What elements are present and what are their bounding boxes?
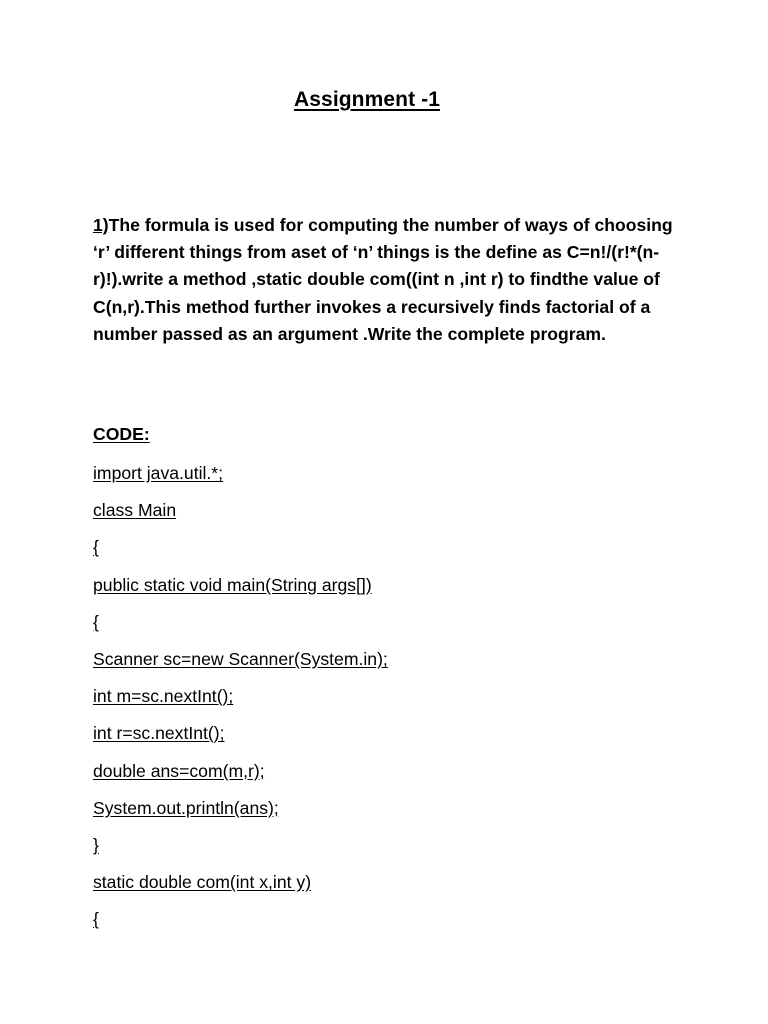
code-block (93, 459, 388, 942)
document-title: Assignment -1 (294, 88, 440, 111)
code-line: int m=sc.nextInt(); (93, 686, 234, 707)
code-line: { (93, 909, 99, 930)
code-line: class Main (93, 500, 177, 521)
question-text: The formula is used for computing the number of ways of choosing ‘r’ different things from aset of ‘n’ things is the define as C=n!/(r!*(n-r)!).write a method ,static double com((int n ,int r) to findthe value of C(n,r).This method further invokes a recursively finds factorial of a number passed as an argument .Write the complete program. (93, 215, 673, 344)
code-line: } (93, 834, 99, 855)
code-line: System.out.println(ans); (93, 797, 279, 818)
code-line: { (93, 537, 99, 558)
code-line: Scanner sc=new Scanner(System.in); (93, 648, 388, 669)
code-line: int r=sc.nextInt(); (93, 723, 225, 744)
code-line: static double com(int x,int y) (93, 872, 312, 893)
code-heading: CODE: (93, 424, 150, 444)
code-line: double ans=com(m,r); (93, 760, 265, 781)
code-line: public static void main(String args[]) (93, 574, 372, 595)
question-paragraph (93, 212, 683, 348)
code-line: import java.util.*; (93, 463, 224, 483)
code-line: { (93, 611, 99, 632)
question-number: 1) (93, 215, 109, 235)
